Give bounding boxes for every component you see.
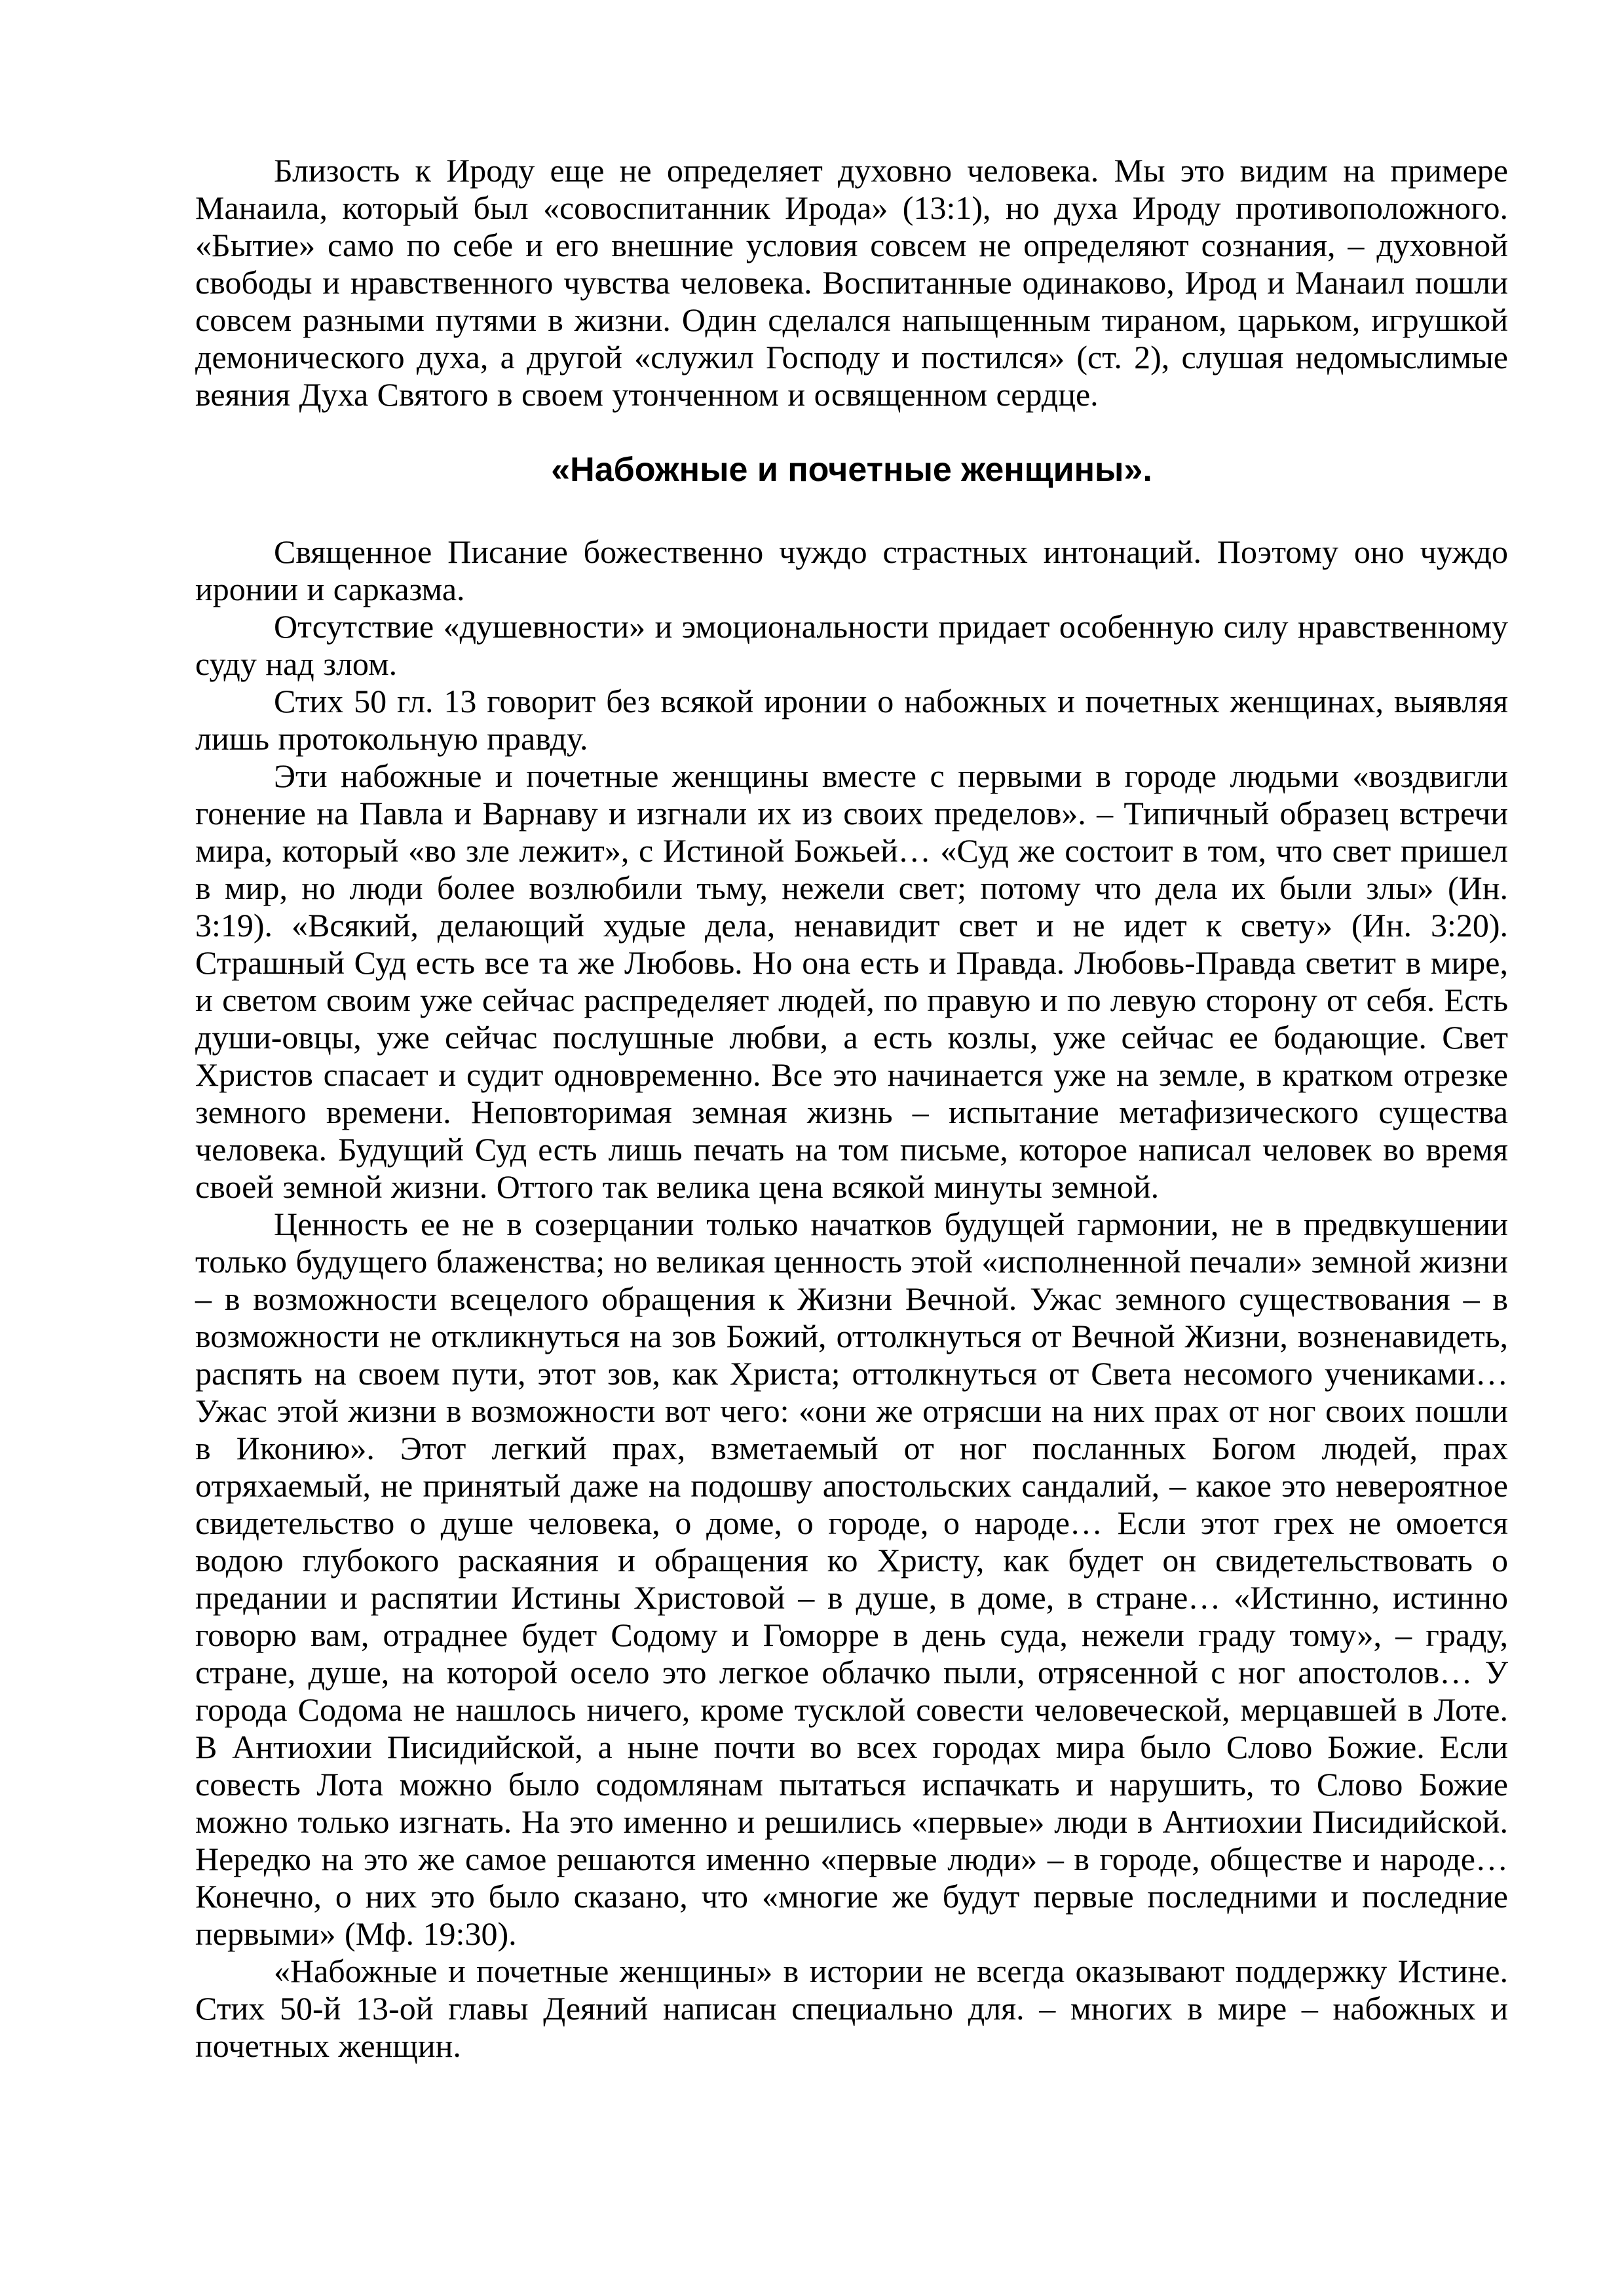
body-paragraph-3: Стих 50 гл. 13 говорит без всякой иронии о набожных и почетных женщинах, выявляя лишь протокольную правду. <box>195 683 1508 757</box>
section-heading: «Набожные и почетные женщины». <box>551 451 1152 489</box>
body-paragraph-6: «Набожные и почетные женщины» в истории не всегда оказывают поддержку Истине. Стих 50-й 13-ой главы Деяний написан специально для. – многих в мире – набожных и почетных женщин. <box>195 1953 1508 2064</box>
body-paragraph-intro: Близость к Ироду еще не определяет духовно человека. Мы это видим на примере Манаила, который был «совоспитанник Ирода» (13:1), но духа Ироду противоположного. «Бытие» само по себе и его внешние условия совсем не определяют сознания, – духовной свободы и нравственного чувства человека. Воспитанные одинаково, Ирод и Манаил пошли совсем разными путями в жизни. Один сделался напыщенным тираном, царьком, игрушкой демонического духа, а другой «служил Господу и постился» (ст. 2), слушая недомыслимые веяния Духа Святого в своем утонченном и освященном сердце. <box>195 152 1508 413</box>
body-paragraph-2: Отсутствие «душевности» и эмоциональности придает особенную силу нравственному суду над злом. <box>195 608 1508 682</box>
body-paragraph-4: Эти набожные и почетные женщины вместе с первыми в городе людьми «воздвигли гонение на Павла и Варнаву и изгнали их из своих пределов». – Типичный образец встречи мира, который «во зле лежит», с Истиной Божьей… «Суд же состоит в том, что свет пришел в мир, но люди более возлюбили тьму, нежели свет; потому что дела их были злы» (Ин. 3:19). «Всякий, делающий худые дела, ненавидит свет и не идет к свету» (Ин. 3:20). Страшный Суд есть все та же Любовь. Но она есть и Правда. Любовь-Правда светит в мире, и светом своим уже сейчас распределяет людей, по правую и по левую сторону от себя. Есть души-овцы, уже сейчас послушные любви, а есть козлы, уже сейчас ее бодающие. Свет Христов спасает и судит одновременно. Все это начинается уже на земле, в кратком отрезке земного времени. Неповторимая земная жизнь – испытание метафизического существа человека. Будущий Суд есть лишь печать на том письме, которое написал человек во время своей земной жизни. Оттого так велика цена всякой минуты земной. <box>195 757 1508 1205</box>
body-paragraph-1: Священное Писание божественно чуждо страстных интонаций. Поэтому оно чуждо иронии и сарказма. <box>195 533 1508 607</box>
body-paragraph-5: Ценность ее не в созерцании только начатков будущей гармонии, не в предвкушении только будущего блаженства; но великая ценность этой «исполненной печали» земной жизни – в возможности всецелого обращения к Жизни Вечной. Ужас земного существования – в возможности не откликнуться на зов Божий, оттолкнуться от Вечной Жизни, возненавидеть, распять на своем пути, этот зов, как Христа; оттолкнуться от Света несомого учениками… Ужас этой жизни в возможности вот чего: «они же отрясши на них прах от ног своих пошли в Иконию». Этот легкий прах, взметаемый от ног посланных Богом людей, прах отряхаемый, не принятый даже на подошву апостольских сандалий, – какое это невероятное свидетельство о душе человека, о доме, о городе, о народе… Если этот грех не омоется водою глубокого раскаяния и обращения ко Христу, как будет он свидетельствовать о предании и распятии Истины Христовой – в душе, в доме, в стране… «Истинно, истинно говорю вам, отраднее будет Содому и Гоморре в день суда, нежели граду тому», – граду, стране, душе, на которой осело это легкое облачко пыли, отрясенной с ног апостолов… У города Содома не нашлось ничего, кроме тусклой совести человеческой, мерцавшей в Лоте. В Антиохии Писидийской, а ныне почти во всех городах мира было Слово Божие. Если совесть Лота можно было содомлянам пытаться испачкать и нарушить, то Слово Божие можно только изгнать. На это именно и решились «первые» люди в Антиохии Писидийской. Нередко на это же самое решаются именно «первые люди» – в городе, обществе и народе… Конечно, о них это было сказано, что «многие же будут первые последними и последние первыми» (Мф. 19:30). <box>195 1206 1508 1952</box>
